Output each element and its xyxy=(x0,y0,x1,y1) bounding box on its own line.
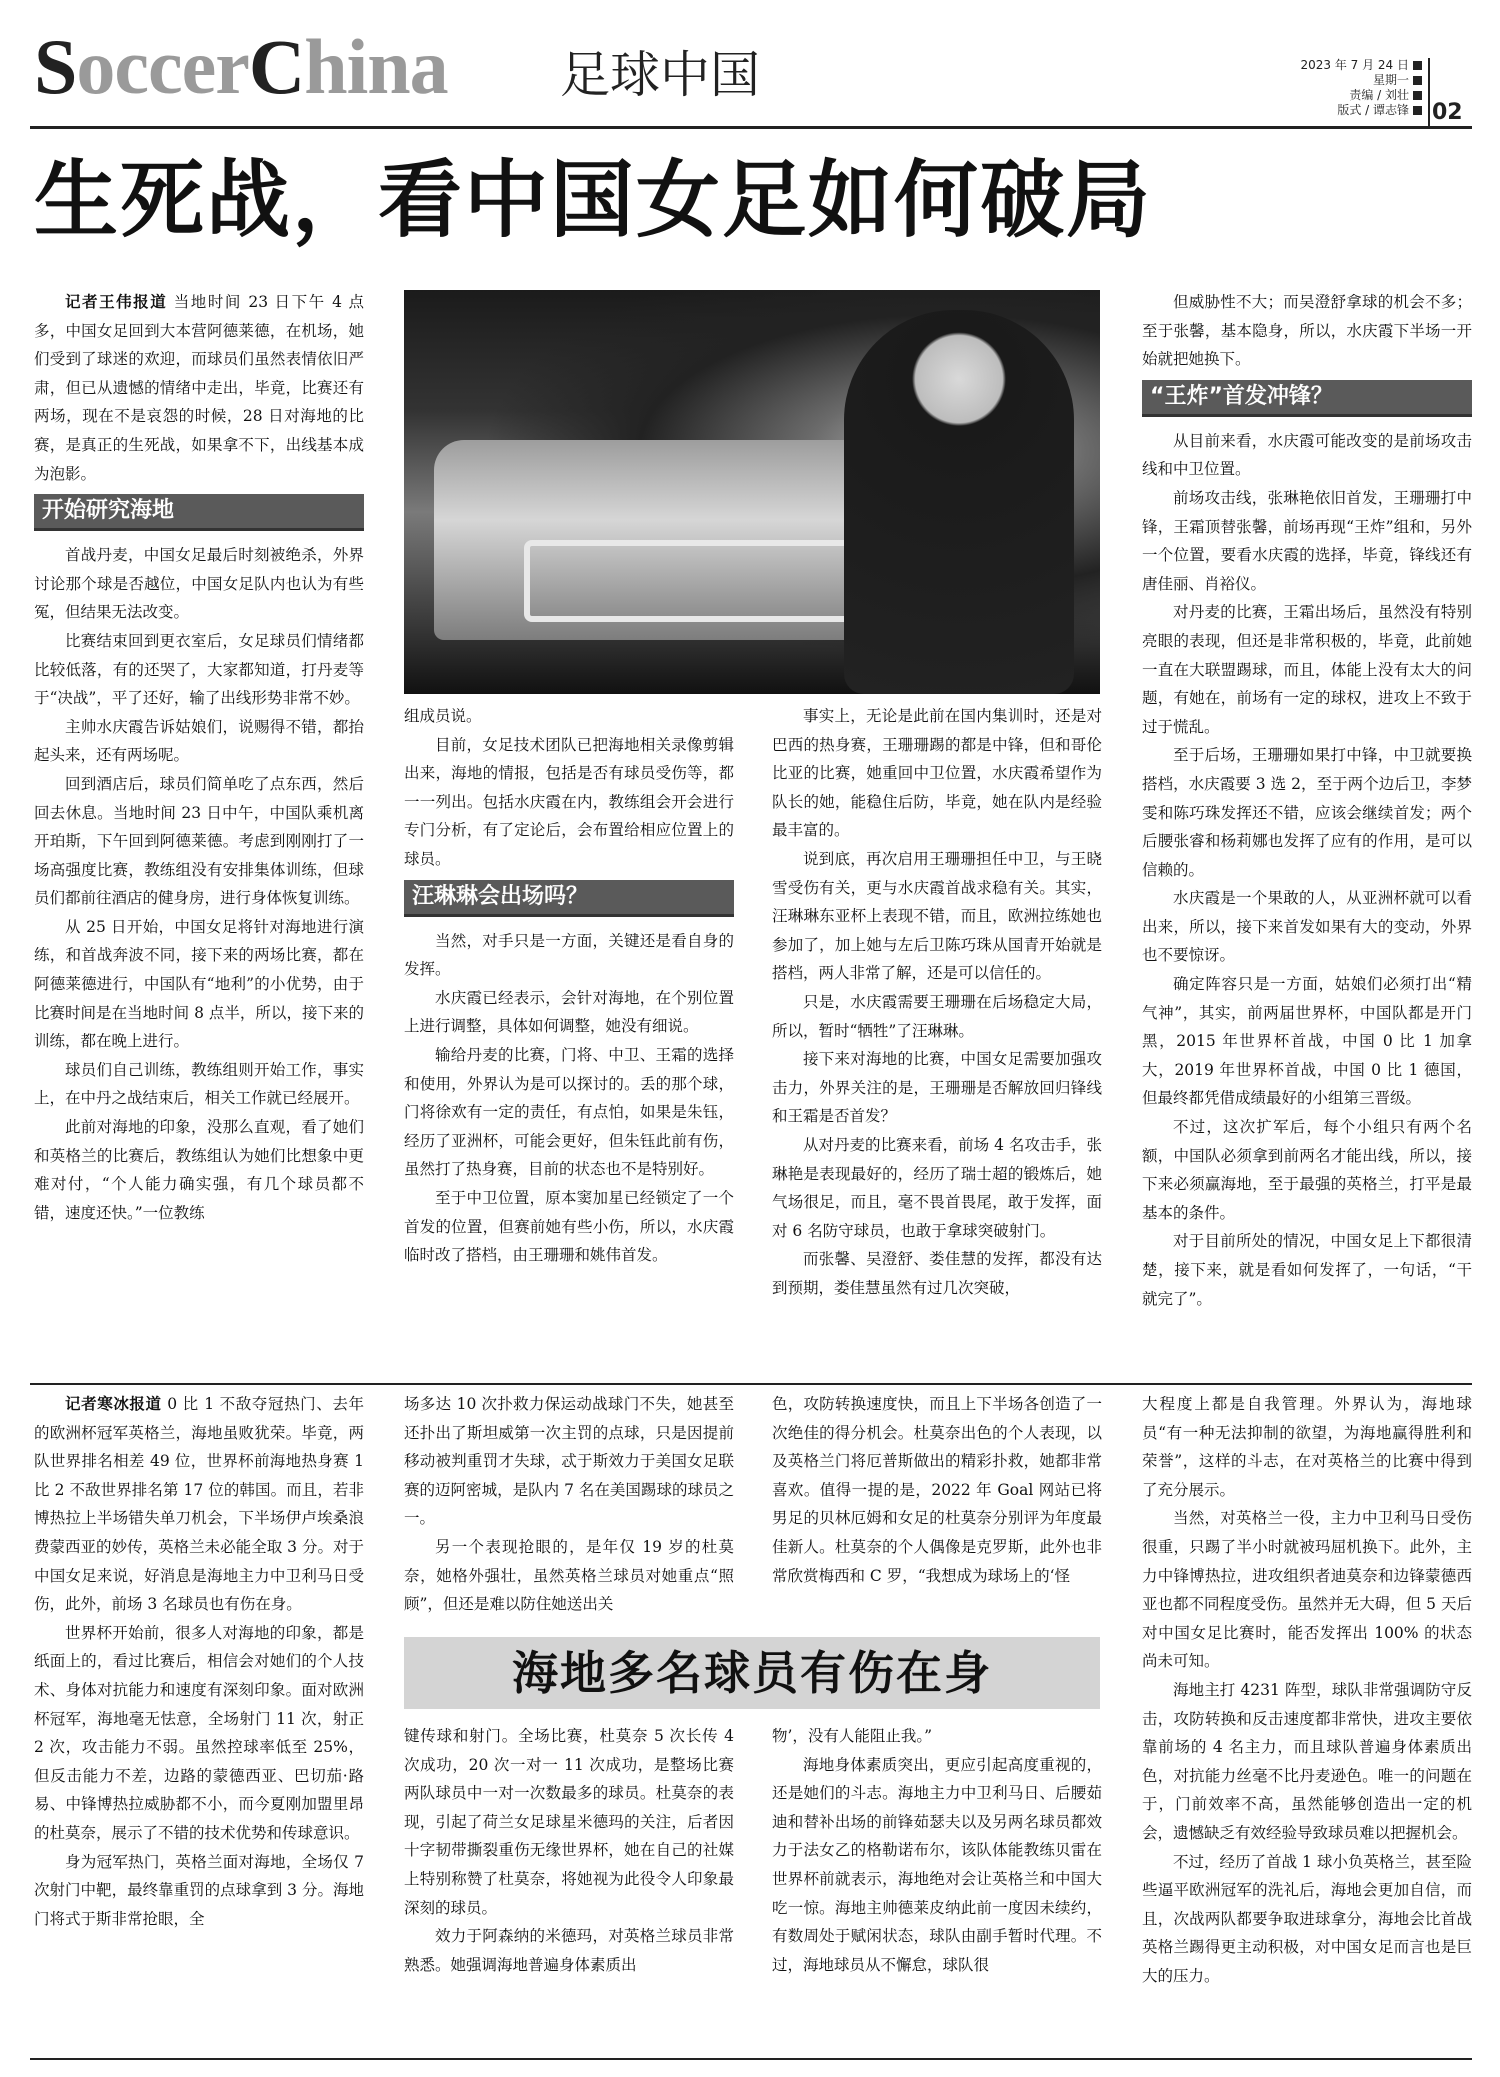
paragraph: 物’，没有人能阻止我。” xyxy=(772,1727,933,1745)
paragraph: 从对丹麦的比赛来看，前场 4 名攻击手，张琳艳是表现最好的，经历了瑞士超的锻炼后，她气场很足，而且，毫不畏首畏尾，敢于发挥，面对 6 名防守球员，也敢于拿球突破射门。 xyxy=(772,1135,1102,1240)
paragraph: 从目前来看，水庆霞可能改变的是前场攻击线和中卫位置。 xyxy=(1142,431,1472,479)
paragraph: 至于后场，王珊珊如果打中锋，中卫就要换搭档，水庆霞要 3 选 2，至于两个边后卫，李梦雯和陈巧珠发挥还不错，应该会继续首发；两个后腰张睿和杨莉娜也发挥了应有的作用，是可以信赖的。 xyxy=(1142,746,1472,879)
paragraph: 身为冠军热门，英格兰面对海地，全场仅 7 次射门中靶，最终靠重罚的点球拿到 3 分。海地门将式于斯非常抢眼，全 xyxy=(34,1852,364,1928)
article2-column-2-bottom xyxy=(404,1722,734,1979)
paragraph: 至于中卫位置，原本窦加星已经锁定了一个首发的位置，但赛前她有些小伤，所以，水庆霞临时改了搭档，由王珊珊和姚伟首发。 xyxy=(404,1188,734,1265)
paragraph: 组成员说。 xyxy=(404,707,482,725)
paragraph: 世界杯开始前，很多人对海地的印象，都是纸面上的，看过比赛后，相信会对她们的个人技术、身体对抗能力和速度有深刻印象。面对欧洲杯冠军，海地毫无怯意，全场射门 11 次，射正 2 次，攻击能力不弱。虽然控球率低至 25%，但反击能力不差，边路的蒙德西亚、巴切茄·路易、中锋博热拉威胁都不小，而今夏刚加盟里昂的杜莫奈，展示了不错的技术优势和传球意识。 xyxy=(34,1623,364,1842)
page-number: 02 xyxy=(1432,100,1463,125)
coach-figure xyxy=(844,310,1074,694)
paragraph: 此前对海地的印象，没那么直观，看了她们和英格兰的比赛后，教练组认为她们比想象中更难对付，“个人能力确实强，有几个球员都不错，速度还快。”一位教练 xyxy=(34,1118,364,1222)
article2-column-1 xyxy=(34,1390,364,1933)
paragraph: 海地主打 4231 阵型，球队非常强调防守反击，攻防转换和反击速度都非常快，进攻主要依靠前场的 4 名主力，而且球队普遍身体素质出色，对抗能力丝毫不比丹麦逊色。唯一的问题在于，门前效率不高，虽然能够创造出一定的机会，遗憾缺乏有效经验导致球员难以把握机会。 xyxy=(1142,1680,1472,1842)
paragraph: 确定阵容只是一方面，姑娘们必须打出“精气神”，其实，前两届世界杯，中国队都是开门黑，2015 年世界杯首战，中国 0 比 1 加拿大，2019 年世界杯首战，中国 0 比 1 德国，但最终都凭借成绩最好的小组第三晋级。 xyxy=(1142,975,1472,1108)
paragraph: 不过，这次扩军后，每个小组只有两个名额，中国队必须拿到前两名才能出线，所以，接下来必须赢海地，至于最强的英格兰，打平是最基本的条件。 xyxy=(1142,1118,1472,1222)
article2-column-3-top xyxy=(772,1390,1102,1590)
paragraph: 大程度上都是自我管理。外界认为，海地球员“有一种无法抑制的欲望，为海地赢得胜利和荣誉”，这样的斗志，在对英格兰的比赛中得到了充分展示。 xyxy=(1142,1395,1472,1499)
paragraph: 事实上，无论是此前在国内集训时，还是对巴西的热身赛，王珊珊踢的都是中锋，但和哥伦比亚的比赛，她重回中卫位置，水庆霞希望作为队长的她，能稳住后防，毕竟，她在队内是经验最丰富的。 xyxy=(772,707,1102,840)
issue-editor: 责编 / 刘壮 xyxy=(1300,88,1422,103)
paragraph: 首战丹麦，中国女足最后时刻被绝杀，外界讨论那个球是否越位，中国女足队内也认为有些冤，但结果无法改变。 xyxy=(34,546,364,622)
masthead-rule xyxy=(30,126,1472,129)
team-photo xyxy=(404,290,1100,694)
paragraph: 海地身体素质突出，更应引起高度重视的，还是她们的斗志。海地主力中卫利马日、后腰茹迪和替补出场的前锋茹瑟夫以及另两名球员都效力于法女乙的格勒诺布尔，该队体能教练贝雷在世界杯前就表示，海地绝对会让英格兰和中国大吃一惊。海地主帅德莱皮纳此前一度因未续约，有数周处于赋闲状态，球队由副手暂时代理。不过，海地球员从不懈怠，球队很 xyxy=(772,1755,1102,1974)
article2-headline: 海地多名球员有伤在身 xyxy=(404,1637,1100,1709)
paragraph: 场多达 10 次扑救力保运动战球门不失，她甚至还扑出了斯坦威第一次主罚的点球，只是因提前移动被判重罚才失球，忒于斯效力于美国女足联赛的迈阿密城，是队内 7 名在美国踢球的球员之一。 xyxy=(404,1395,734,1528)
masthead-chinese-title: 足球中国 xyxy=(560,46,760,104)
issue-date: 2023 年 7 月 24 日 xyxy=(1300,58,1422,73)
subheading-study-haiti: 开始研究海地 xyxy=(34,494,364,531)
main-headline: 生死战，看中国女足如何破局 xyxy=(34,151,1153,249)
paragraph: 说到底，再次启用王珊珊担任中卫，与王晓雪受伤有关，更与水庆霞首战求稳有关。其实，汪琳琳东亚杯上表现不错，而且，欧洲拉练她也参加了，加上她与左后卫陈巧珠从国青开始就是搭档，两人非常了解，还是可以信任的。 xyxy=(772,849,1102,983)
paragraph: 而张馨、吴澄舒、娄佳慧的发挥，都没有达到预期，娄佳慧虽然有过几次突破， xyxy=(772,1250,1102,1297)
article1-column-3 xyxy=(772,702,1102,1302)
paragraph: 比赛结束回到更衣室后，女足球员们情绪都比较低落，有的还哭了，大家都知道，打丹麦等于“决战”，平了还好，输了出线形势非常不妙。 xyxy=(34,631,364,708)
article2-column-3-bottom xyxy=(772,1722,1102,1979)
paragraph: 目前，女足技术团队已把海地相关录像剪辑出来，海地的情报，包括是否有球员受伤等，都一一列出。包括水庆霞在内，教练组会开会进行专门分析，有了定论后，会布置给相应位置上的球员。 xyxy=(404,735,734,868)
paragraph: 水庆霞是一个果敢的人，从亚洲杯就可以看出来，所以，接下来首发如果有大的变动，外界也不要惊讶。 xyxy=(1142,889,1472,965)
article1-column-1 xyxy=(34,288,364,1227)
paragraph: 色，攻防转换速度快，而且上下半场各创造了一次绝佳的得分机会。杜莫奈出色的个人表现，以及英格兰门将厄普斯做出的精彩扑救，她都非常喜欢。值得一提的是，2022 年 Goal 网站已将男足的贝林厄姆和女足的杜莫奈分别评为年度最佳新人。杜莫奈的个人偶像是克罗斯，此外也非常欣赏梅西和 C 罗，“我想成为球场上的‘怪 xyxy=(772,1395,1102,1585)
article2-column-2-top xyxy=(404,1390,734,1619)
subheading-wang-linlin: 汪琳琳会出场吗？ xyxy=(404,880,734,917)
paragraph: 对于目前所处的情况，中国女足上下都很清楚，接下来，就是看如何发挥了，一句话，“干就完了”。 xyxy=(1142,1232,1472,1308)
paragraph: 另一个表现抢眼的，是年仅 19 岁的杜莫奈，她格外强壮，虽然英格兰球员对她重点“照顾”，但还是难以防住她送出关 xyxy=(404,1537,734,1614)
paragraph: 但威胁性不大；而吴澄舒拿球的机会不多；至于张馨，基本隐身，所以，水庆霞下半场一开始就把她换下。 xyxy=(1142,293,1472,369)
paragraph: 从 25 日开始，中国女足将针对海地进行演练，和首战奔波不同，接下来的两场比赛，都在阿德莱德进行，中国队有“地利”的小优势，由于比赛时间是在当地时间 8 点半，所以，接下来的训练，都在晚上进行。 xyxy=(34,917,364,1051)
paragraph: 只是，水庆霞需要王珊珊在后场稳定大局，所以，暂时“牺牲”了汪琳琳。 xyxy=(772,992,1102,1040)
article2-lead-paragraph: 记者寒冰报道 0 比 1 不敌夺冠热门、去年的欧洲杯冠军英格兰，海地虽败犹荣。毕竟，两队世界排名相差 49 位，世界杯前海地热身赛 1 比 2 不敌世界排名第 17 位的韩国。而且，若非博热拉上半场错失单刀机会，下半场伊卢埃桑浪费蒙西亚的妙传，英格兰未必能全取 3 分。对于中国女足来说，好消息是海地主力中卫利马日受伤，此外，前场 3 名球员也有伤在身。 xyxy=(34,1395,364,1614)
issue-weekday: 星期一 xyxy=(1300,73,1422,88)
paragraph: 当然，对手只是一方面，关键还是看自身的发挥。 xyxy=(404,931,734,979)
subheading-wang-zha: “王炸”首发冲锋？ xyxy=(1142,380,1472,417)
paragraph: 键传球和射门。全场比赛，杜莫奈 5 次长传 4 次成功，20 次一对一 11 次成功，是整场比赛两队球员中一对一次数最多的球员。杜莫奈的表现，引起了荷兰女足球星米德玛的关注，后者因十字韧带撕裂重伤无缘世界杯，她在自己的社媒上特别称赞了杜莫奈，将她视为此役令人印象最深刻的球员。 xyxy=(404,1727,734,1917)
article2-column-4 xyxy=(1142,1390,1472,1990)
paragraph: 前场攻击线，张琳艳依旧首发，王珊珊打中锋，王霜顶替张馨，前场再现“王炸”组和，另外一个位置，要看水庆霞的选择，毕竟，锋线还有唐佳丽、肖裕仪。 xyxy=(1142,488,1472,593)
issue-layout: 版式 / 谭志锋 xyxy=(1300,103,1422,118)
paragraph: 效力于阿森纳的米德玛，对英格兰球员非常熟悉。她强调海地普遍身体素质出 xyxy=(404,1927,734,1974)
paragraph: 当然，对英格兰一役，主力中卫利马日受伤很重，只踢了半小时就被玛屈机换下。此外，主力中锋博热拉，进攻组织者迪莫奈和边锋蒙德西亚也都不同程度受伤。虽然并无大碍，但 5 天后对中国女足比赛时，能否发挥出 100% 的状态尚未可知。 xyxy=(1142,1509,1472,1671)
article2-byline: 记者寒冰报道 xyxy=(65,1395,162,1413)
footer-rule xyxy=(30,2058,1472,2060)
article1-column-4 xyxy=(1142,288,1472,1313)
article1-byline: 记者王伟报道 xyxy=(65,293,168,311)
paragraph: 接下来对海地的比赛，中国女足需要加强攻击力，外界关注的是，王珊珊是否解放回归锋线和王霜是否首发？ xyxy=(772,1050,1102,1126)
paragraph: 水庆霞已经表示，会针对海地，在个别位置上进行调整，具体如何调整，她没有细说。 xyxy=(404,988,734,1036)
bus-grill-shape xyxy=(524,540,866,622)
paragraph: 主帅水庆霞告诉姑娘们，说赐得不错，都抬起头来，还有两场呢。 xyxy=(34,717,364,765)
masthead-logo: SoccerChina xyxy=(34,23,448,110)
paragraph: 输给丹麦的比赛，门将、中卫、王霜的选择和使用，外界认为是可以探讨的。丢的那个球，门将徐欢有一定的责任，有点怕，如果是朱钰，经历了亚洲杯，可能会更好，但朱钰此前有伤，虽然打了热身赛，目前的状态也不是特别好。 xyxy=(404,1045,734,1179)
article-divider xyxy=(30,1383,1472,1385)
article1-lead-paragraph: 记者王伟报道 当地时间 23 日下午 4 点多，中国女足回到大本营阿德莱德，在机场，她们受到了球迷的欢迎，而球员们虽然表情依旧严肃，但已从遗憾的情绪中走出，毕竟，比赛还有两场，现在不是哀怨的时候，28 日对海地的比赛，是真正的生死战，如果拿不下，出线基本成为泡影。 xyxy=(34,293,364,483)
paragraph: 对丹麦的比赛，王霜出场后，虽然没有特别亮眼的表现，但还是非常积极的，毕竟，此前她一直在大联盟踢球，而且，体能上没有太大的问题，有她在，前场有一定的球权，进攻上不致于过于慌乱。 xyxy=(1142,603,1472,736)
paragraph: 回到酒店后，球员们简单吃了点东西，然后回去休息。当地时间 23 日中午，中国队乘机离开珀斯，下午回到阿德莱德。考虑到刚刚打了一场高强度比赛，教练组没有安排集体训练，但球员们都前往酒店的健身房，进行身体恢复训练。 xyxy=(34,774,364,908)
paragraph: 不过，经历了首战 1 球小负英格兰，甚至险些逼平欧洲冠军的洗礼后，海地会更加自信，而且，次战两队都要争取进球拿分，海地会比首战英格兰踢得更主动积极，对中国女足而言也是巨大的压力。 xyxy=(1142,1852,1472,1985)
paragraph: 球员们自己训练，教练组则开始工作，事实上，在中丹之战结束后，相关工作就已经展开。 xyxy=(34,1060,364,1108)
article1-column-2 xyxy=(404,702,734,1270)
issue-meta xyxy=(1300,58,1422,118)
